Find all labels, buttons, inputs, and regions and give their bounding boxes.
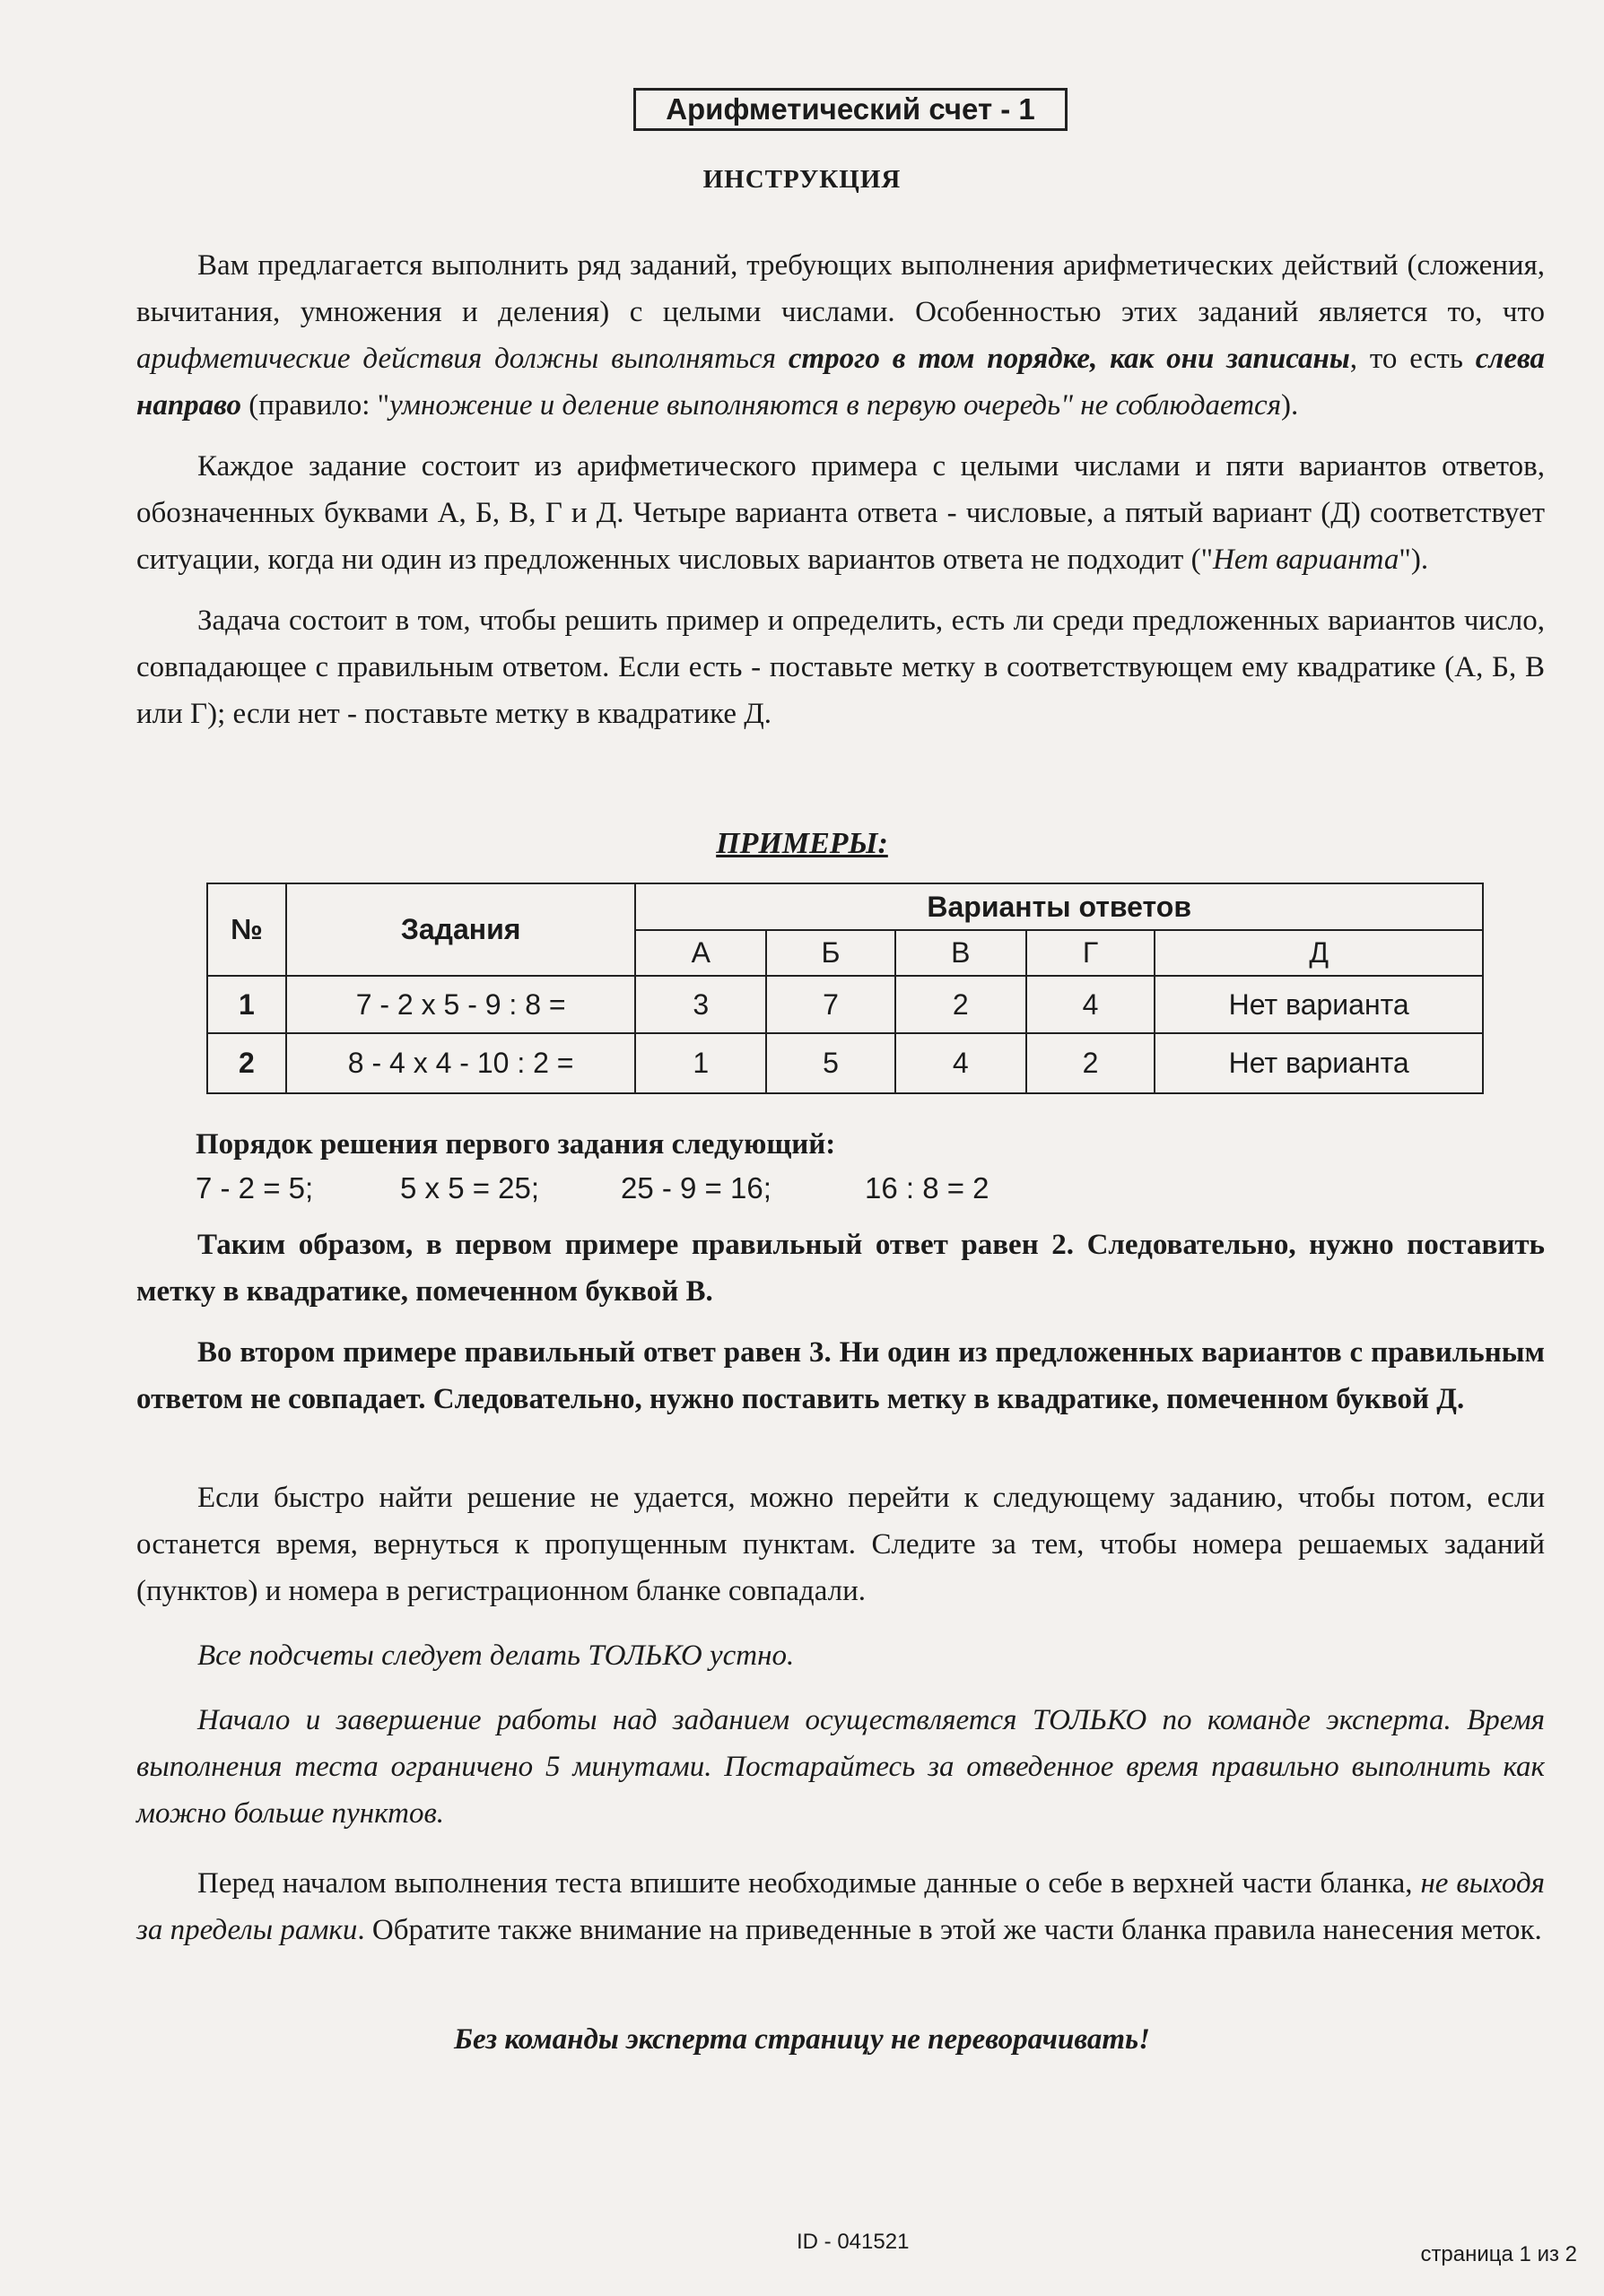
p1-text-h: ). — [1281, 389, 1299, 422]
row-answer-a: 3 — [635, 976, 766, 1034]
row-number: 1 — [207, 976, 286, 1034]
row-answer-v: 2 — [895, 976, 1026, 1034]
header-letter-d: Д — [1155, 930, 1483, 975]
table-row — [207, 1033, 1483, 1093]
header-task: Задания — [286, 883, 636, 976]
p1-text-d: , то есть — [1349, 343, 1476, 375]
row-number: 2 — [207, 1033, 286, 1093]
warning-text: Без команды эксперта страницу не переворачивать! — [454, 2023, 1150, 2056]
rules-section — [136, 1474, 1545, 1953]
row-task: 8 - 4 х 4 - 10 : 2 = — [286, 1033, 636, 1093]
footer-page-number: страница 1 из 2 — [1420, 2242, 1577, 2266]
p1-bold-e: слева направо — [136, 343, 1545, 422]
row-answer-a: 1 — [635, 1033, 766, 1093]
row-answer-g: 2 — [1026, 1033, 1155, 1093]
row-answer-v: 4 — [895, 1033, 1026, 1093]
header-letter-v: В — [895, 930, 1026, 975]
row-answer-d: Нет варианта — [1155, 1033, 1483, 1093]
row-answer-d: Нет варианта — [1155, 976, 1483, 1034]
rule-before-c: . Обратите также внимание на приведенные в этой же части бланка правила нанесения меток. — [357, 1914, 1542, 1946]
header-letter-b: Б — [766, 930, 895, 975]
header-num: № — [207, 883, 286, 976]
p2-text-a: Каждое задание состоит из арифметического примера с целыми числами и пяти вариантов ответов, обозначенных буквами А, Б, В, Г и Д. Четыре варианта ответа - числовые, а пятый вариант (Д) соответствует ситуации, когда ни один из предложенных числовых вариантов ответа не подходит (" — [136, 450, 1545, 576]
rule-skip: Если быстро найти решение не удается, можно перейти к следующему заданию, чтобы потом, если останется время, вернуться к пропущенным пунктам. Следите за тем, чтобы номера решаемых заданий (пунктов) и номера в регистрационном бланке совпадали. — [136, 1482, 1545, 1607]
row-answer-g: 4 — [1026, 976, 1155, 1034]
solution-step: 25 - 9 = 16; — [621, 1171, 771, 1205]
header-letter-g: Г — [1026, 930, 1155, 975]
solution-step: 5 х 5 = 25; — [400, 1171, 540, 1205]
table-row — [207, 976, 1483, 1034]
rule-oral-text: Все подсчеты следует делать ТОЛЬКО устно. — [197, 1639, 795, 1672]
warning-line — [0, 2023, 1604, 2057]
header-letter-a: А — [635, 930, 766, 975]
p1-text-f: (правило: " — [240, 389, 390, 422]
p2-text-c: "). — [1399, 544, 1429, 576]
conclusion-2: Во втором примере правильный ответ равен 3. Ни один из предложенных вариантов с правильным ответом не совпадает. Следовательно, нужно поставить метку в квадратике, помеченном буквой Д. — [136, 1336, 1545, 1415]
solution-order-title: Порядок решения первого задания следующий: — [196, 1128, 836, 1161]
solution-conclusions — [136, 1222, 1545, 1422]
intro-paragraph-3: Задача состоит в том, чтобы решить пример и определить, есть ли среди предложенных вариантов число, совпадающее с правильным ответом. Если есть - поставьте метку в соответствующем ему квадратике (А, Б, В или Г); если нет - поставьте метку в квадратике Д. — [136, 604, 1545, 730]
row-task: 7 - 2 х 5 - 9 : 8 = — [286, 976, 636, 1034]
intro-paragraph-2 — [136, 443, 1545, 583]
rule-oral — [136, 1632, 1545, 1679]
document-title: Арифметический счет - 1 — [633, 88, 1068, 131]
rule-before-a: Перед началом выполнения теста впишите необходимые данные о себе в верхней части бланка, — [197, 1867, 1421, 1900]
header-variants: Варианты ответов — [635, 883, 1483, 930]
p1-italic-g: умножение и деление выполняются в первую очередь" не соблюдается — [389, 389, 1282, 422]
intro-section — [136, 242, 1545, 737]
examples-table — [206, 883, 1484, 1094]
row-answer-b: 5 — [766, 1033, 895, 1093]
p1-text-a: Вам предлагается выполнить ряд заданий, требующих выполнения арифметических действий (сложения, вычитания, умножения и деления) с целыми числами. Особенностью этих заданий является то, что — [136, 249, 1545, 328]
p1-italic-b: арифметические действия должны выполняться — [136, 343, 789, 375]
footer-id: ID - 041521 — [797, 2230, 910, 2254]
rule-timing — [136, 1697, 1545, 1837]
conclusion-1: Таким образом, в первом примере правильный ответ равен 2. Следовательно, нужно поставить метку в квадратике, помеченном буквой В. — [136, 1229, 1545, 1308]
examples-title: ПРИМЕРЫ: — [716, 827, 888, 860]
row-answer-b: 7 — [766, 976, 895, 1034]
solution-step: 7 - 2 = 5; — [196, 1171, 314, 1205]
rule-before — [136, 1860, 1545, 1953]
rule-timing-text: Начало и завершение работы над заданием осуществляется ТОЛЬКО по команде эксперта. Время выполнения теста ограничено 5 минутами. Постарайтесь за отведенное время правильно выполнить как можно больше пунктов. — [136, 1704, 1545, 1830]
p1-bold-c: строго в том порядке, как они записаны — [788, 343, 1350, 375]
solution-step: 16 : 8 = 2 — [865, 1171, 989, 1205]
rule-before-italic: не выходя за пределы рамки — [136, 1867, 1545, 1946]
intro-paragraph-1 — [136, 242, 1545, 429]
instruction-heading: ИНСТРУКЦИЯ — [702, 165, 902, 194]
p2-italic-b: Нет варианта — [1213, 544, 1399, 576]
